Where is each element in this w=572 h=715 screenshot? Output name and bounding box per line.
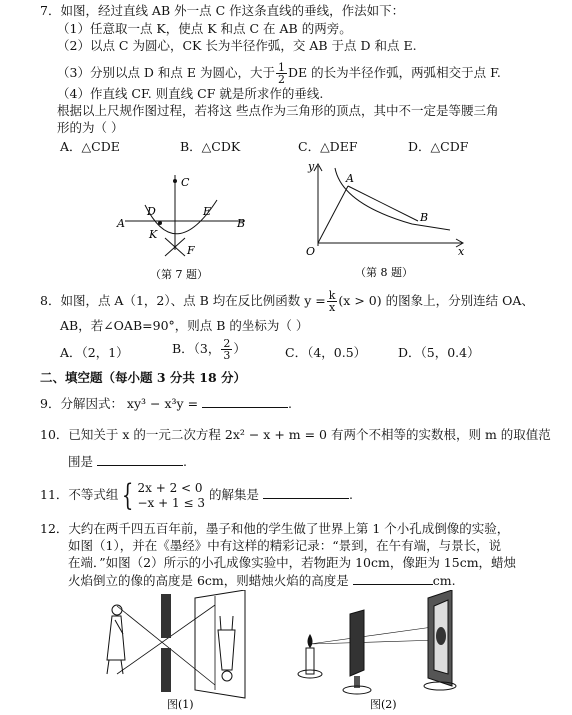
brace-icon: { xyxy=(122,477,134,513)
label-a: A xyxy=(117,217,125,230)
label-a: A xyxy=(346,172,354,185)
pinhole-board xyxy=(350,610,364,676)
label-b: B xyxy=(420,211,429,224)
caption-fig12-2: 图(2) xyxy=(370,698,397,711)
q8-line1a: 8．如图，点 A（1，2）、点 B 均在反比例函数 xyxy=(40,293,301,308)
label-c: C xyxy=(181,176,190,189)
label-d: D xyxy=(147,205,156,218)
q7-option-c: C．△DEF xyxy=(298,139,358,154)
q9 xyxy=(40,395,292,412)
caption-fig8: （第 8 题） xyxy=(355,266,413,279)
q7-line4a: （3）分别以点 D 和点 E 为圆心，大于 xyxy=(57,65,275,80)
q9-end: . xyxy=(288,396,293,411)
q8-function: y = xyxy=(304,293,326,308)
fraction-denominator: 2 xyxy=(278,73,285,86)
q12-line1: 12．大约在两千四五百年前，墨子和他的学生做了世界上第 1 个小孔成倒像的实验， xyxy=(40,521,510,536)
inequality-2: −x + 1 ≤ 3 xyxy=(137,495,205,510)
segment-ab xyxy=(348,186,418,221)
q8-condition: (x > 0) xyxy=(338,293,382,308)
q12-line4 xyxy=(68,572,456,589)
q10-line1: 10．已知关于 x 的一元二次方程 2x² − x + m = 0 有两个不相等的实数根，则 m 的取值范 xyxy=(40,427,551,442)
q8-option-b xyxy=(172,338,246,361)
q10-line2 xyxy=(68,453,187,470)
section-heading: 二、填空题（每小题 3 分共 18 分） xyxy=(40,370,247,385)
q7-line2: （1）任意取一点 K，使点 K 和点 C 在 AB 的两旁。 xyxy=(57,21,352,36)
ray-lower xyxy=(310,626,440,644)
q7-line3: （2）以点 C 为圆心，CK 长为半径作弧，交 AB 于点 D 和点 E. xyxy=(57,38,417,53)
q12-line2: 如图（1），并在《墨经》中有这样的精彩记录：“景到，在午有端，与景长，说 xyxy=(68,538,502,553)
label-o: O xyxy=(306,245,316,258)
fraction-half xyxy=(276,62,287,85)
q9-text: 9．分解因式： xy³ − x³y = xyxy=(40,396,199,411)
q7-option-b: B．△CDK xyxy=(180,139,241,154)
q10-end: . xyxy=(183,454,187,469)
wall-upper xyxy=(161,594,171,638)
candle-flame xyxy=(308,634,313,648)
inverted-person-figure xyxy=(218,616,235,681)
label-x: x xyxy=(458,245,465,258)
point-c xyxy=(173,179,177,183)
fraction-numerator: k xyxy=(328,289,336,302)
q8-option-a: A．（2，1） xyxy=(60,345,129,360)
fraction-numerator: 1 xyxy=(278,61,285,74)
inequality-system xyxy=(138,481,205,511)
wall-lower xyxy=(161,648,171,692)
figure-12-1 xyxy=(95,590,265,712)
q7-line5: （4）作直线 CF. 则直线 CF 就是所求作的垂线. xyxy=(57,86,324,101)
label-k: K xyxy=(149,228,158,241)
q8-line1 xyxy=(40,290,534,313)
fraction-denominator: 3 xyxy=(223,349,231,362)
fraction-numerator: 2 xyxy=(223,337,231,350)
fraction-two-thirds xyxy=(221,338,232,361)
q7-line4b: DE 的长为半径作弧，两弧相交于点 F. xyxy=(288,65,501,80)
label-y: y xyxy=(308,160,315,173)
person-figure xyxy=(107,605,125,674)
label-b: B xyxy=(237,217,246,230)
q12-line4-text: 火焰倒立的像的高度是 6cm，则蜡烛火焰的高度是 xyxy=(68,573,349,588)
q10-line2-text: 围是 xyxy=(68,454,94,469)
q7-line6: 根据以上尺规作图过程，若将这 些点作为三角形的顶点，其中不一定是等腰三角 xyxy=(57,103,499,118)
q8-line1b: 的图象上，分别连结 OA、 xyxy=(385,293,534,308)
q12-answer-blank[interactable] xyxy=(353,572,433,585)
q8-option-b-pre: B．（3， xyxy=(172,341,221,356)
q7-line7: 形的为（ ） xyxy=(57,120,124,135)
caption-fig12-1: 图(1) xyxy=(167,698,194,711)
label-e: E xyxy=(203,205,212,218)
segment-oa xyxy=(318,186,348,243)
q11 xyxy=(40,478,353,512)
ray-upper xyxy=(310,640,440,644)
inequality-1: 2x + 2 < 0 xyxy=(137,480,203,495)
q7-option-d: D．△CDF xyxy=(408,139,469,154)
q12-line3: 在端．”如图（2）所示的小孔成像实验中，若物距为 10cm，像距为 15cm，蜡烛 xyxy=(68,555,517,570)
projected-image xyxy=(436,627,446,645)
q8-option-b-post: ） xyxy=(233,341,246,356)
q8-line2: AB，若∠OAB=90°，则点 B 的坐标为（ ） xyxy=(60,318,309,333)
label-f: F xyxy=(187,244,195,257)
point-k xyxy=(158,221,162,225)
q8-option-c: C．（4，0.5） xyxy=(285,345,367,360)
q7-line1: 7．如图，经过直线 AB 外一点 C 作这条直线的垂线，作法如下： xyxy=(40,3,405,18)
q12-end: cm. xyxy=(432,573,456,588)
q11-end: . xyxy=(348,487,353,502)
fraction-denominator: x xyxy=(328,301,336,314)
q7-line4 xyxy=(57,62,501,85)
q11-pre: 11．不等式组 xyxy=(40,487,119,502)
q11-post: 的解集是 xyxy=(208,487,259,502)
q8-option-d: D．（5，0.4） xyxy=(398,345,480,360)
fraction-k-over-x xyxy=(327,290,338,313)
screen-box xyxy=(195,590,245,698)
q10-answer-blank[interactable] xyxy=(97,453,183,466)
figure-8 xyxy=(300,158,470,283)
figure-7 xyxy=(105,160,275,282)
figure-12-2 xyxy=(290,590,470,712)
q9-answer-blank[interactable] xyxy=(202,395,288,408)
q11-answer-blank[interactable] xyxy=(263,486,349,499)
caption-fig7: （第 7 题） xyxy=(150,268,208,281)
q7-option-a: A．△CDE xyxy=(60,139,120,154)
